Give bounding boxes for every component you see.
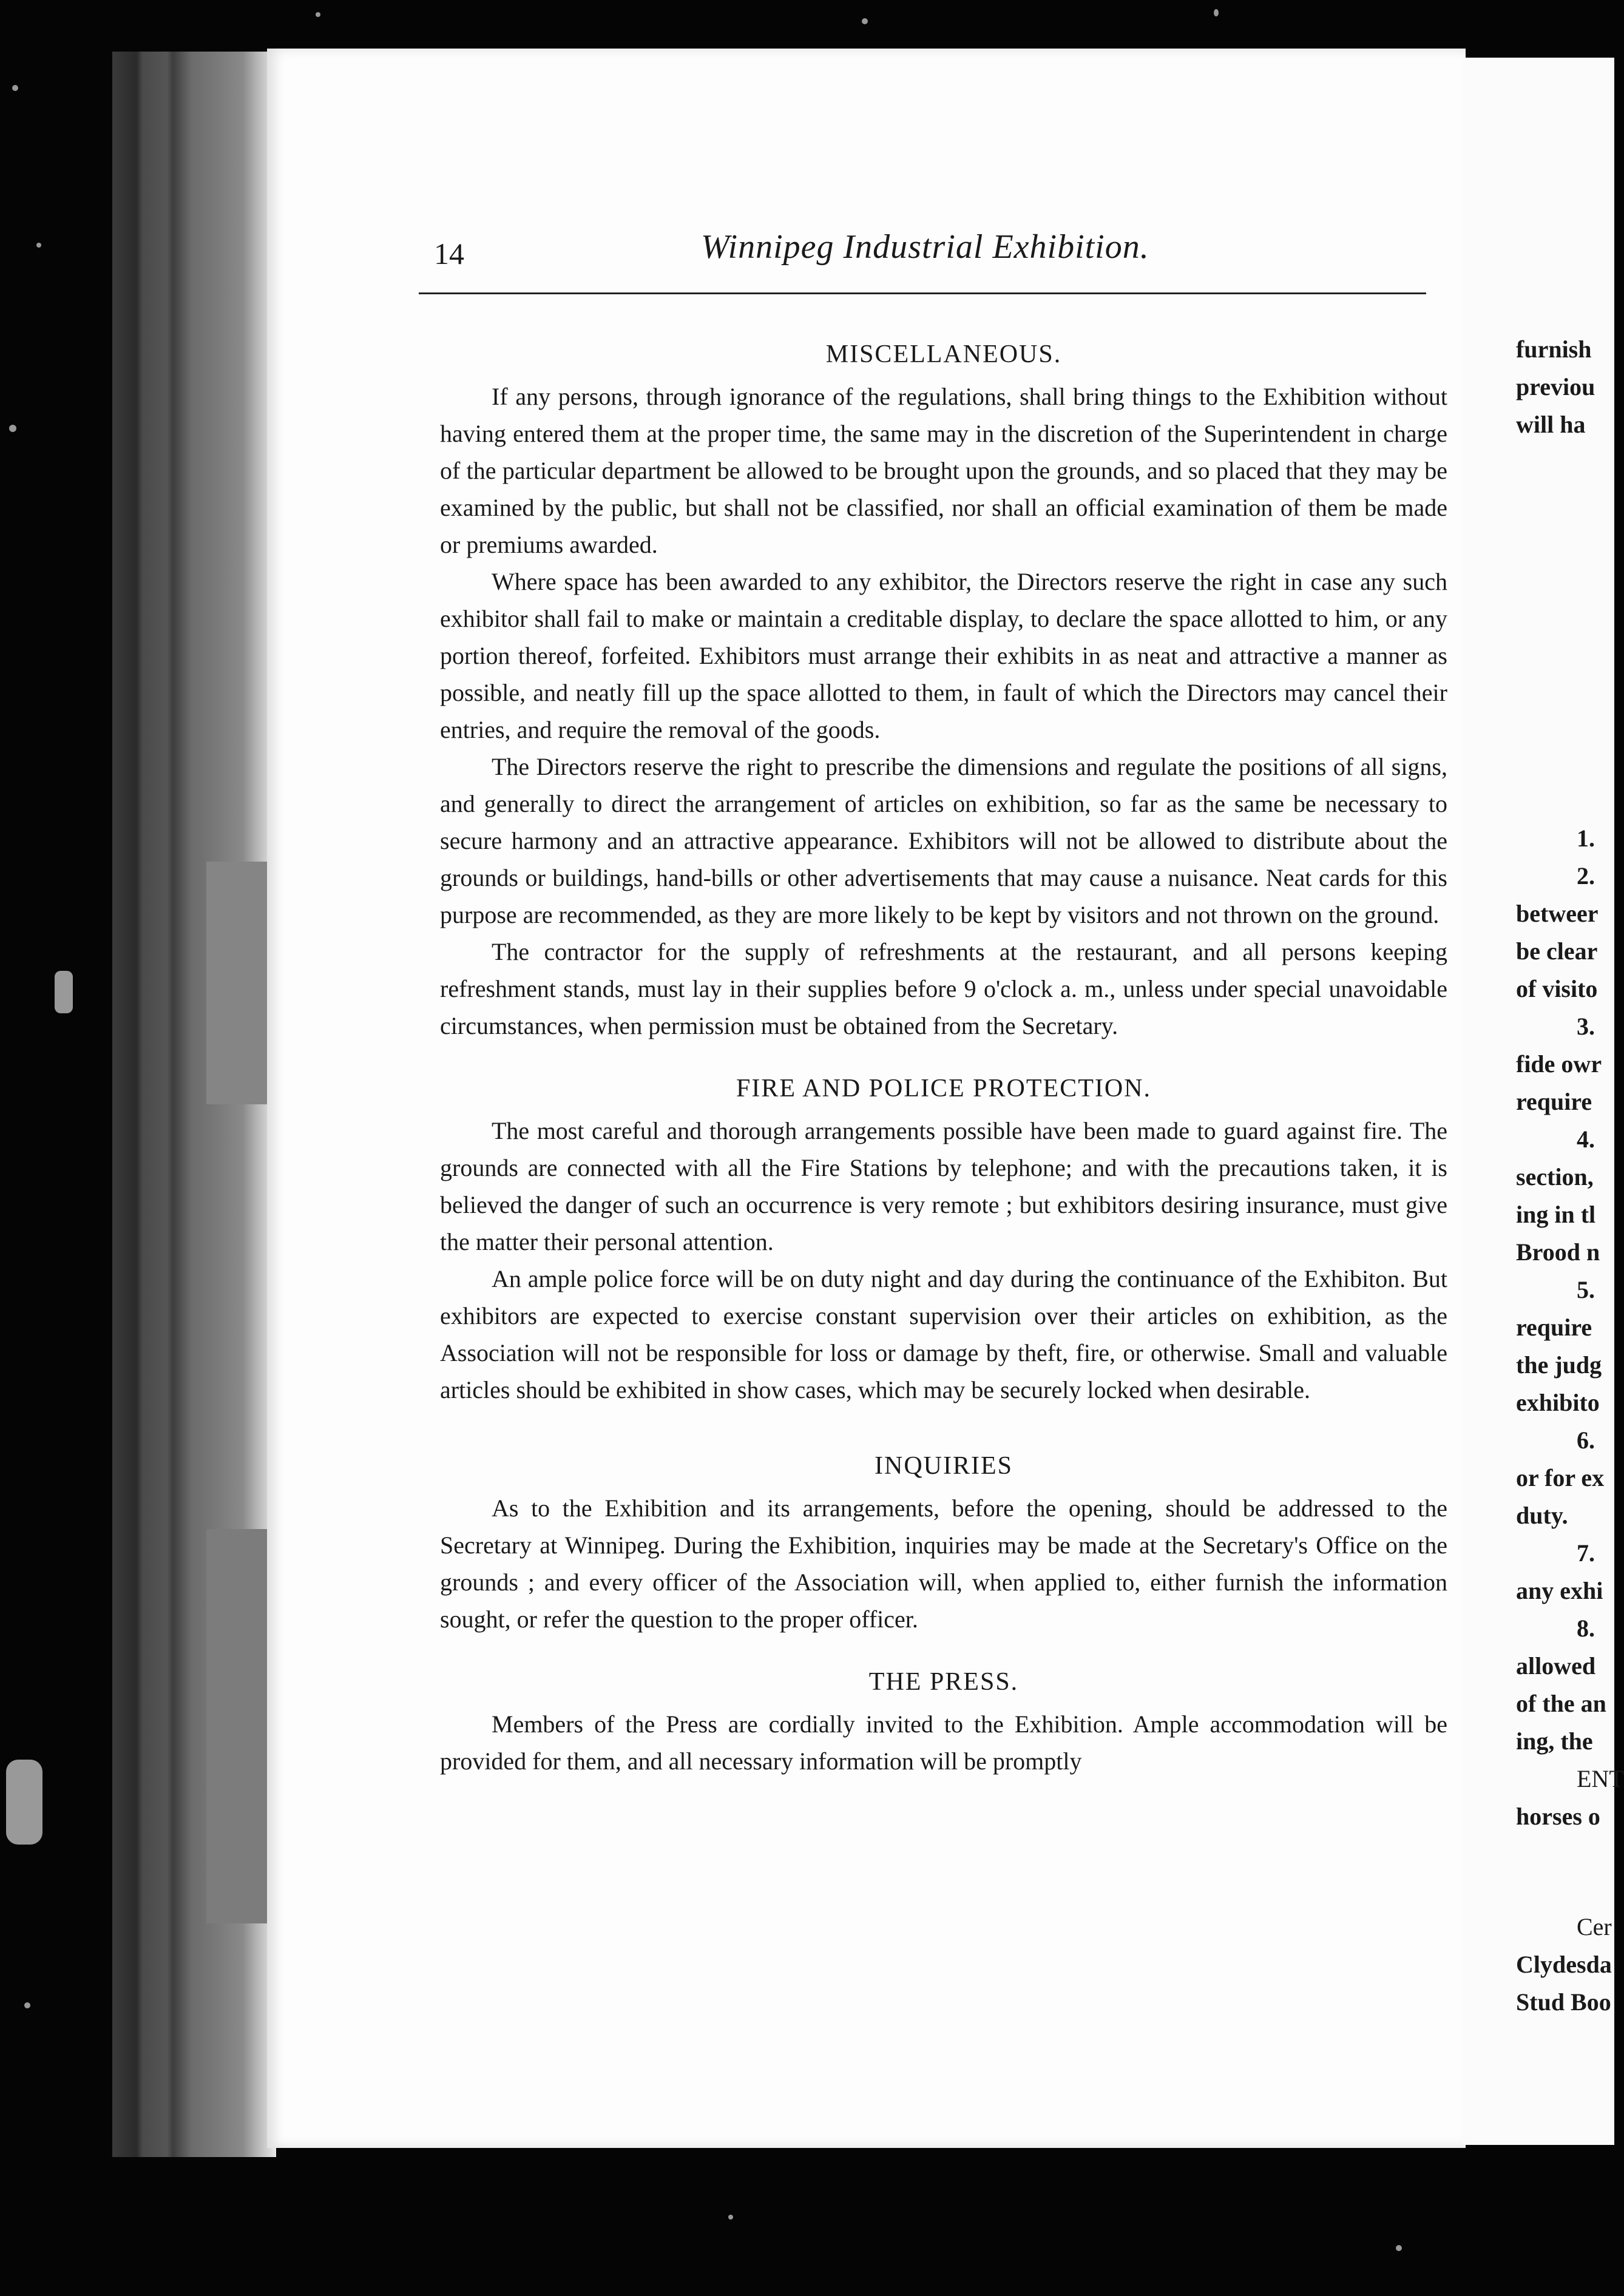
scan-speck <box>9 425 16 432</box>
paragraph: The Directors reserve the right to prescribe the dimensions and regulate the positions of all signs, and generally to direct the arrangement of articles on exhibition, so far as the same be necessary to secure harmony and an attractive appearance. Exhibitors will not be allowed to distribute about the grounds or buildings, hand-bills or other advertisements that may cause a nuisance. Neat cards for this purpose are recommended, as they are more likely to be kept by visitors and not thrown on the ground. <box>440 753 1447 928</box>
spine-shadow-block <box>206 862 273 1104</box>
section-heading-fire-police: FIRE AND POLICE PROTECTION. <box>736 1075 1152 1102</box>
facing-line: Cer <box>1577 1913 1612 1940</box>
page-body <box>440 331 1447 1780</box>
paragraph: Members of the Press are cordially invited to the Exhibition. Ample accommodation will be provided for them, and all necessary information will be promptly <box>440 1710 1447 1775</box>
facing-line: or for ex <box>1516 1464 1605 1491</box>
facing-line: ENT <box>1577 1765 1624 1792</box>
facing-line: the judg <box>1516 1351 1602 1379</box>
facing-line: 3. <box>1577 1013 1595 1040</box>
scan-speck <box>55 971 73 1013</box>
paragraph: The contractor for the supply of refreshments at the restaurant, and all persons keeping refreshment stands, must lay in their supplies before 9 o'clock a. m., unless under special unavoidable circumstances, when permission must be obtained from the Secretary. <box>440 938 1447 1039</box>
scan-speck <box>12 85 18 91</box>
facing-line: ing in tl <box>1516 1201 1596 1228</box>
paragraph: Where space has been awarded to any exhibitor, the Directors reserve the right in case any such exhibitor shall fail to make or maintain a creditable display, to declare the space allotted to him, or any portion thereof, forfeited. Exhibitors must arrange their exhibits in as neat and attractive a manner as possible, and neatly fill up the space allotted to them, in fault of which the Directors may cancel their entries, and require the removal of the goods. <box>440 568 1447 743</box>
scan-speck <box>36 243 41 248</box>
page-number: 14 <box>434 237 464 271</box>
header-rule <box>419 292 1426 294</box>
facing-line: 7. <box>1577 1539 1595 1567</box>
scan-speck <box>6 1760 42 1845</box>
facing-line: require <box>1516 1314 1592 1341</box>
facing-line: horses o <box>1516 1803 1600 1830</box>
running-title: Winnipeg Industrial Exhibition. <box>701 228 1149 266</box>
section-heading-inquiries: INQUIRIES <box>875 1452 1013 1480</box>
page-header <box>434 228 1429 282</box>
facing-line: of the an <box>1516 1690 1606 1717</box>
scan-speck <box>24 2002 30 2008</box>
facing-line: 8. <box>1577 1615 1595 1642</box>
facing-line: Brood n <box>1516 1238 1600 1266</box>
facing-line: will ha <box>1516 411 1586 438</box>
spine-shadow-block <box>206 1529 273 1923</box>
facing-line: any exhi <box>1516 1577 1603 1604</box>
facing-line: duty. <box>1516 1502 1568 1529</box>
facing-line: 1. <box>1577 825 1595 852</box>
facing-line: be clear <box>1516 937 1598 965</box>
facing-line: 4. <box>1577 1126 1595 1153</box>
paragraph: An ample police force will be on duty night and day during the continuance of the Exhibiton. But exhibitors are expected to exercise constant supervision over their articles on exhibition, as the Association will not be responsible for loss or damage by theft, fire, or otherwise. Small and valuable articles should be exhibited in show cases, which may be securely locked when desirable. <box>440 1265 1447 1403</box>
facing-line: require <box>1516 1088 1592 1115</box>
facing-line: 6. <box>1577 1427 1595 1454</box>
paragraph: The most careful and thorough arrangements possible have been made to guard against fire. The grounds are connected with all the Fire Stations by telephone; and with the precautions taken, it is believed the danger of such an occurrence is very remote ; but exhibitors desiring insurance, must give the matter their personal attention. <box>440 1117 1447 1255</box>
facing-line: furnish <box>1516 336 1592 363</box>
facing-line: allowed <box>1516 1652 1596 1680</box>
section-heading-miscellaneous: MISCELLANEOUS. <box>825 340 1062 368</box>
scan-speck <box>316 12 320 17</box>
scan-speck <box>1396 2245 1402 2251</box>
paragraph: As to the Exhibition and its arrangements, before the opening, should be addressed to the Secretary at Winnipeg. During the Exhibition, inquiries may be made at the Secretary's Office on the grounds ; and every officer of the Association will, when applied to, either furnish the information sought, or refer the question to the proper officer. <box>440 1494 1447 1633</box>
facing-line: 2. <box>1577 862 1595 890</box>
facing-line: Stud Boo <box>1516 1988 1611 2016</box>
facing-line: previou <box>1516 373 1595 400</box>
facing-line: ing, the <box>1516 1727 1593 1755</box>
facing-line: betweer <box>1516 900 1599 927</box>
facing-line: 5. <box>1577 1276 1595 1303</box>
facing-page-text <box>1516 331 1624 2021</box>
paragraph: If any persons, through ignorance of the regulations, shall bring things to the Exhibition without having entered them at the proper time, the same may in the discretion of the Superintendent in charge of the particular department be allowed to be brought upon the grounds, and so placed that they may be examined by the public, but shall not be classified, nor shall an official examination of them be made or premiums awarded. <box>440 383 1447 558</box>
facing-line: fide owr <box>1516 1050 1602 1078</box>
scan-speck <box>862 18 868 24</box>
scan-speck <box>728 2215 733 2220</box>
scan-speck <box>1214 9 1219 16</box>
facing-line: of visito <box>1516 975 1598 1002</box>
facing-line: exhibito <box>1516 1389 1600 1416</box>
facing-line: Clydesda <box>1516 1951 1612 1978</box>
facing-line: section, <box>1516 1163 1594 1190</box>
section-heading-press: THE PRESS. <box>868 1668 1019 1696</box>
